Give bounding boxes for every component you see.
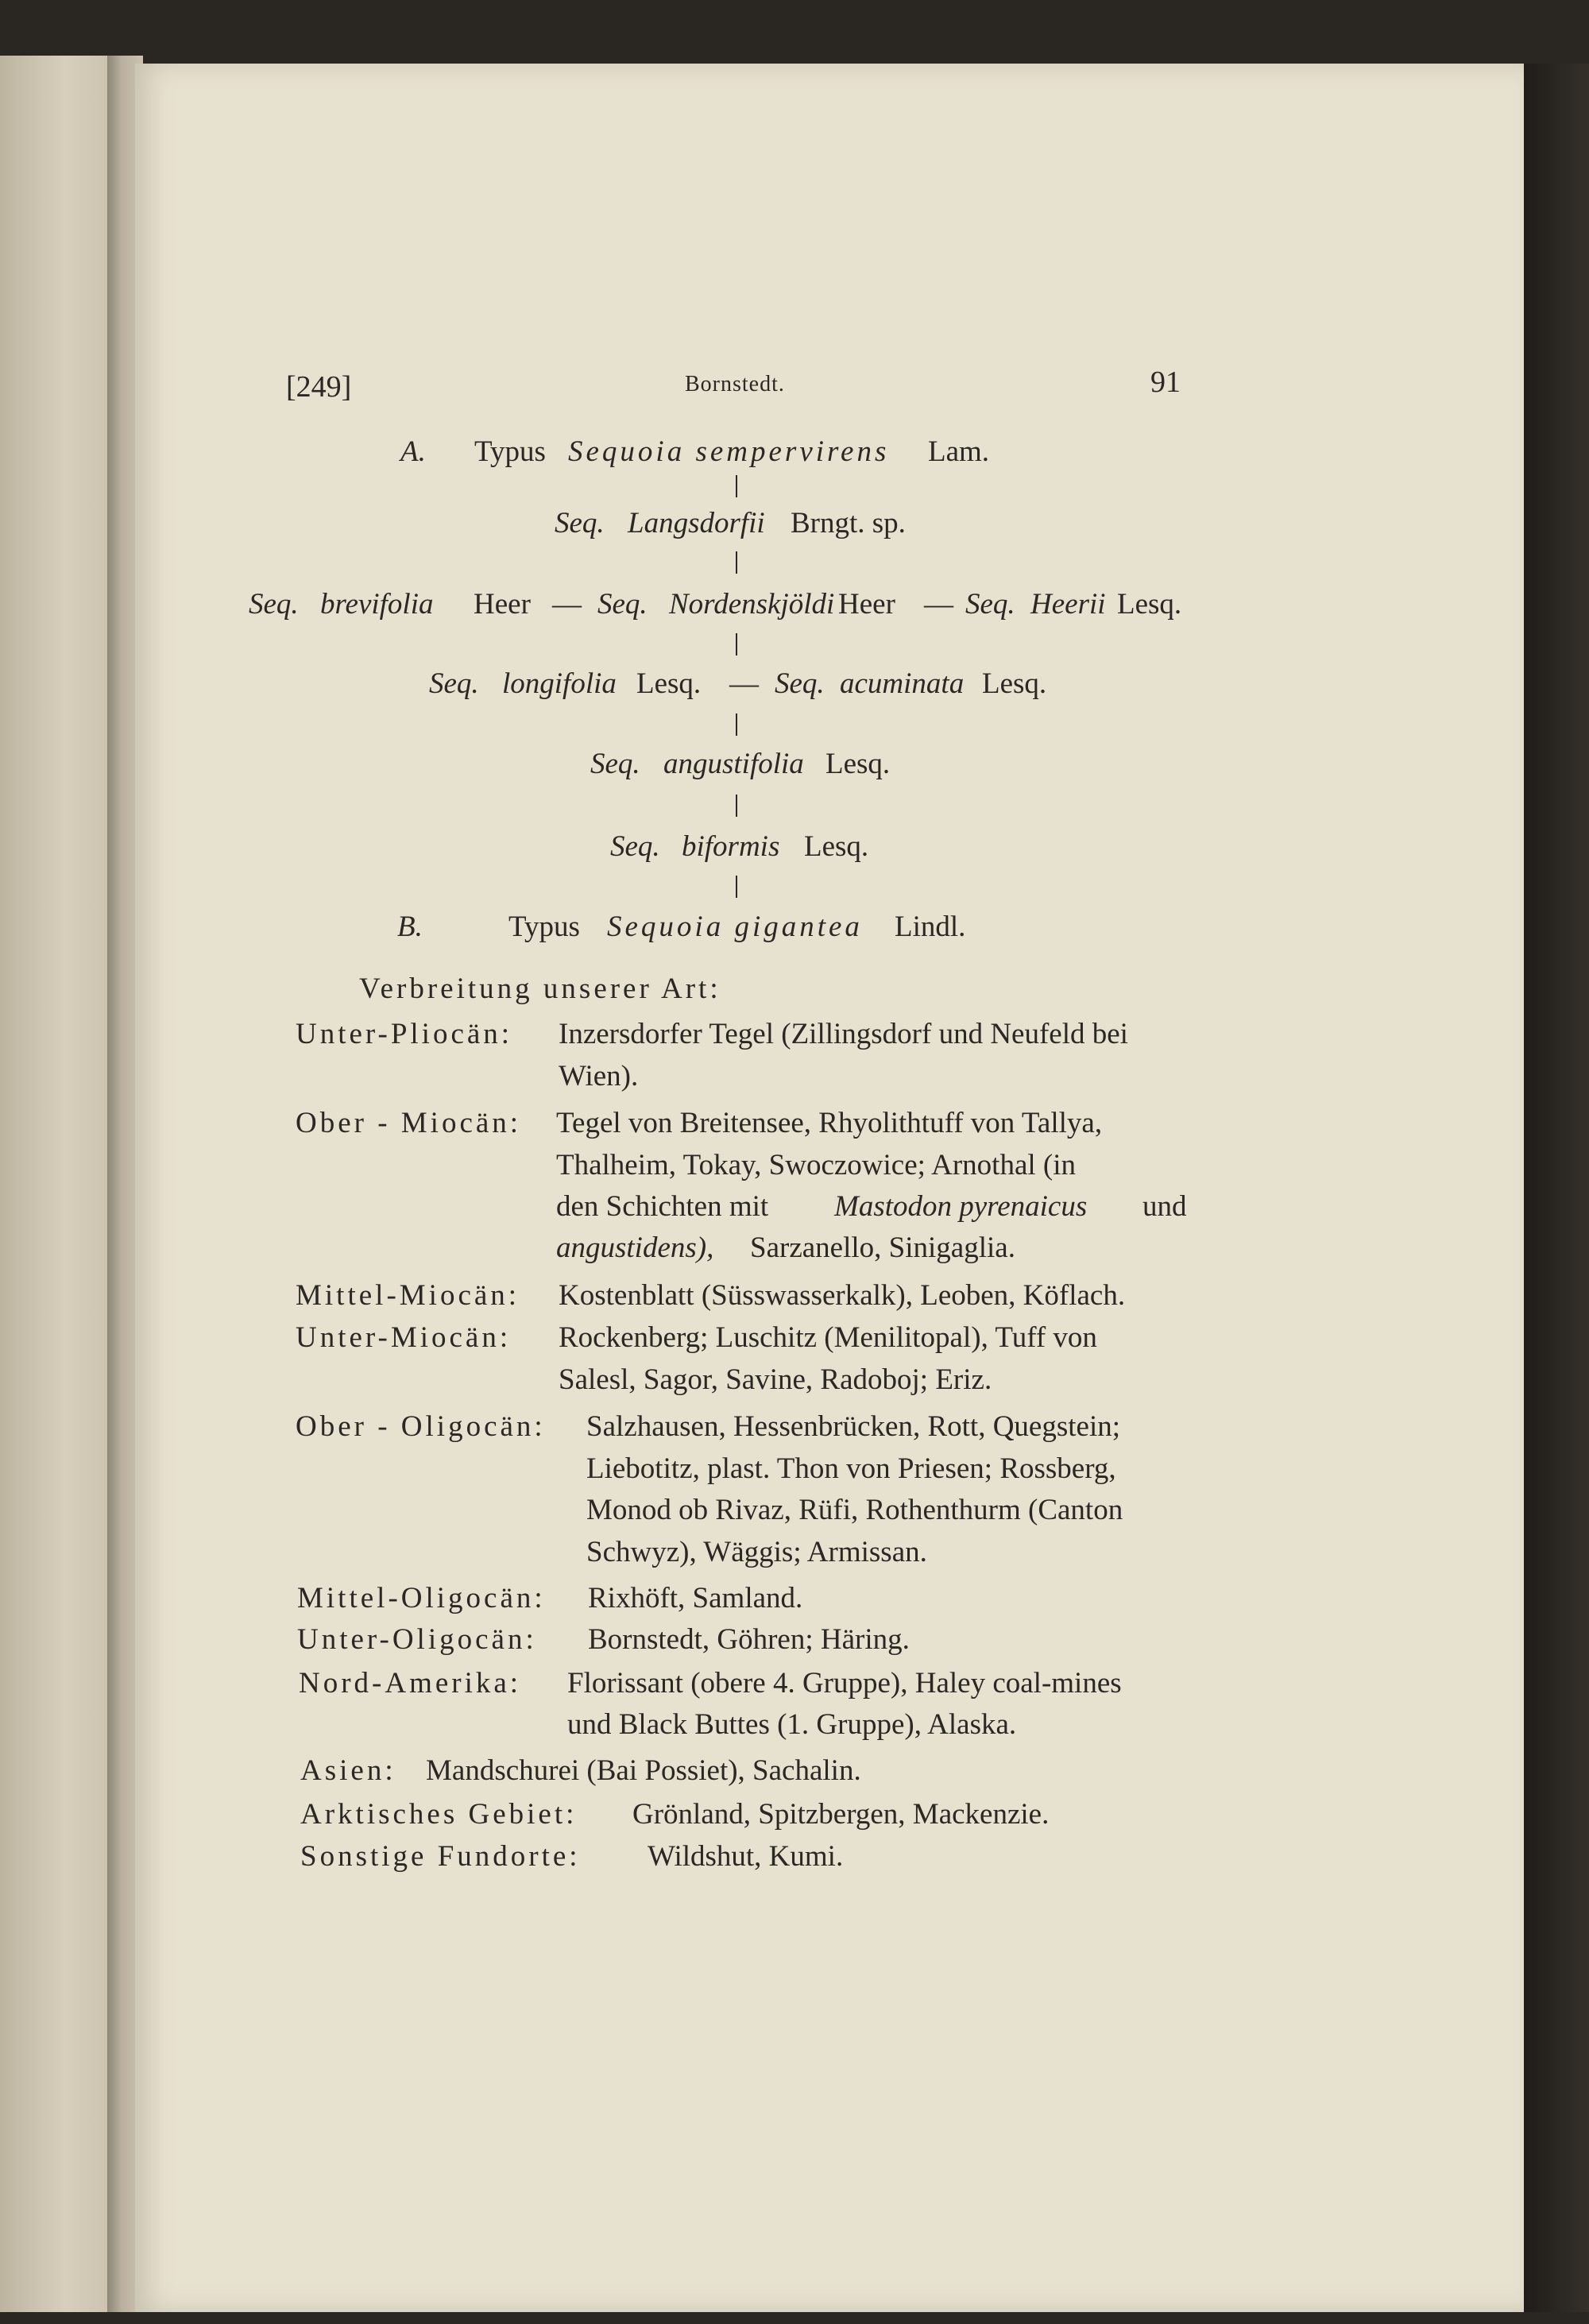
locality-line: Monod ob Rivaz, Rüfi, Rothenthurm (Canton xyxy=(586,1494,1123,1526)
locality-line: Liebotitz, plast. Thon von Priesen; Rossberg, xyxy=(586,1452,1116,1485)
locality-line: Florissant (obere 4. Gruppe), Haley coal-mines xyxy=(567,1667,1122,1699)
lineage-connector xyxy=(736,876,737,898)
locality-line: Grönland, Spitzbergen, Mackenzie. xyxy=(632,1798,1050,1831)
lineage-4-author: Lesq. xyxy=(825,748,891,780)
period-label: Arktisches Gebiet: xyxy=(300,1798,578,1831)
distribution-heading: Verbreitung unserer Art: xyxy=(359,973,721,1005)
type-b-author: Lindl. xyxy=(895,911,966,943)
type-a-label: A. xyxy=(400,435,426,468)
header-running-title: Bornstedt. xyxy=(685,372,785,396)
lineage-connector xyxy=(736,551,737,574)
locality-line: Bornstedt, Göhren; Häring. xyxy=(588,1623,910,1656)
locality-line: Sarzanello, Sinigaglia. xyxy=(750,1232,1015,1264)
locality-line: Rockenberg; Luschitz (Menilitopal), Tuff von xyxy=(559,1321,1097,1354)
period-label: Asien: xyxy=(300,1754,396,1787)
lineage-5-species: biformis xyxy=(682,830,780,863)
lineage-3a-genus: Seq. xyxy=(429,667,479,700)
type-b-name: Sequoia gigantea xyxy=(607,911,863,943)
lineage-5-author: Lesq. xyxy=(804,830,869,863)
locality-line: Tegel von Breitensee, Rhyolithtuff von Tallya, xyxy=(556,1107,1103,1139)
locality-line: Salesl, Sagor, Savine, Radoboj; Eriz. xyxy=(559,1363,992,1396)
lineage-3b-genus: Seq. xyxy=(775,667,825,700)
lineage-2a-genus: Seq. xyxy=(249,588,299,621)
lineage-connector xyxy=(736,795,737,817)
lineage-connector xyxy=(736,713,737,736)
facing-page-edge xyxy=(0,56,119,2312)
locality-line: und Black Buttes (1. Gruppe), Alaska. xyxy=(567,1708,1017,1741)
locality-line: Wildshut, Kumi. xyxy=(648,1840,844,1873)
period-label: Ober - Miocän: xyxy=(296,1107,522,1139)
type-a-typus: Typus xyxy=(474,435,546,468)
lineage-separator: — xyxy=(924,588,953,621)
period-label: Sonstige Fundorte: xyxy=(300,1840,581,1873)
period-label: Ober - Oligocän: xyxy=(296,1410,546,1443)
lineage-1-genus: Seq. xyxy=(555,507,605,539)
locality-line: Mandschurei (Bai Possiet), Sachalin. xyxy=(426,1754,861,1787)
period-label: Unter-Oligocän: xyxy=(297,1623,537,1656)
lineage-2c-species: Heerii xyxy=(1030,588,1106,621)
lineage-3b-species: acuminata xyxy=(840,667,965,700)
lineage-2a-author: Heer xyxy=(474,588,531,621)
header-page-ref: [249] xyxy=(286,370,352,404)
locality-line: Schwyz), Wäggis; Armissan. xyxy=(586,1536,927,1568)
locality-taxon: Mastodon pyrenaicus xyxy=(834,1190,1088,1223)
lineage-5-genus: Seq. xyxy=(610,830,660,863)
locality-line: Rixhöft, Samland. xyxy=(588,1582,803,1614)
lineage-4-genus: Seq. xyxy=(590,748,640,780)
period-label: Unter-Miocän: xyxy=(296,1321,512,1354)
period-label: Unter-Pliocän: xyxy=(296,1018,513,1050)
period-label: Mittel-Miocän: xyxy=(296,1279,520,1312)
lineage-connector xyxy=(736,475,737,497)
lineage-2b-genus: Seq. xyxy=(597,588,648,621)
period-label: Mittel-Oligocän: xyxy=(297,1582,546,1614)
page-right-edge xyxy=(1524,64,1589,2312)
lineage-separator: — xyxy=(729,667,759,700)
lineage-4-species: angustifolia xyxy=(663,748,804,780)
type-a-name: Sequoia sempervirens xyxy=(568,435,890,468)
locality-line: Inzersdorfer Tegel (Zillingsdorf und Neufeld bei xyxy=(559,1018,1128,1050)
locality-taxon: angustidens), xyxy=(556,1232,714,1264)
period-label: Nord-Amerika: xyxy=(299,1667,522,1699)
type-b-typus: Typus xyxy=(508,911,580,943)
locality-line: Wien). xyxy=(559,1060,639,1092)
lineage-2c-author: Lesq. xyxy=(1117,588,1182,621)
lineage-2c-genus: Seq. xyxy=(965,588,1015,621)
locality-line: Thalheim, Tokay, Swoczowice; Arnothal (in xyxy=(556,1149,1077,1181)
locality-line: Salzhausen, Hessenbrücken, Rott, Quegstein; xyxy=(586,1410,1121,1443)
lineage-3a-author: Lesq. xyxy=(636,667,702,700)
locality-line: Kostenblatt (Süsswasserkalk), Leoben, Köflach. xyxy=(559,1279,1126,1312)
lineage-connector xyxy=(736,633,737,655)
lineage-1-species: Langsdorfii xyxy=(628,507,765,539)
locality-line: und xyxy=(1142,1190,1187,1223)
lineage-1-author: Brngt. sp. xyxy=(791,507,906,539)
lineage-3a-species: longifolia xyxy=(502,667,617,700)
lineage-separator: — xyxy=(552,588,582,621)
type-b-label: B. xyxy=(397,911,423,943)
header-page-number: 91 xyxy=(1150,365,1181,399)
lineage-2b-author: Heer xyxy=(838,588,895,621)
type-a-author: Lam. xyxy=(928,435,990,468)
lineage-3b-author: Lesq. xyxy=(982,667,1047,700)
lineage-2a-species: brevifolia xyxy=(320,588,434,621)
locality-line: den Schichten mit xyxy=(556,1190,769,1223)
lineage-2b-species: Nordenskjöldi xyxy=(669,588,835,621)
